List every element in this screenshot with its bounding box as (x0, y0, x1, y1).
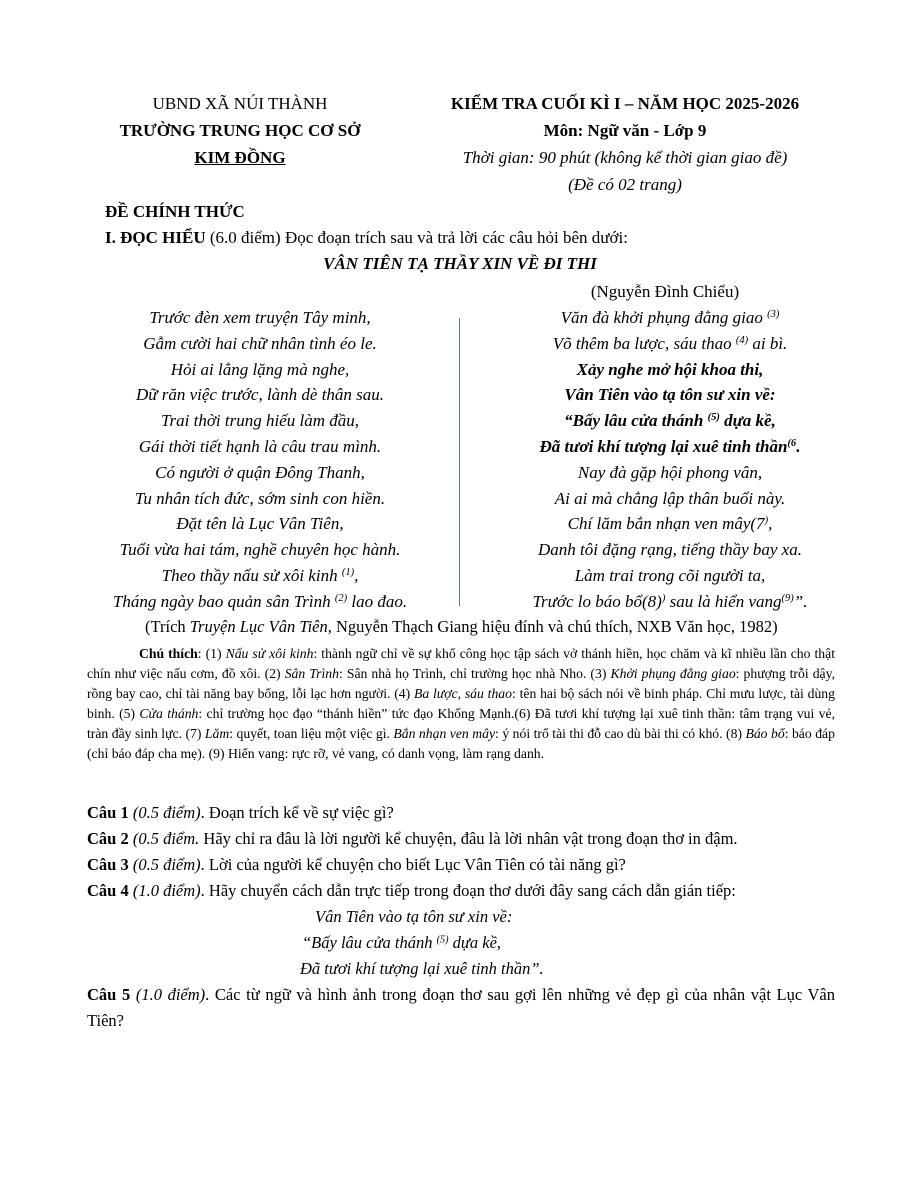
poem-line (470, 589, 870, 615)
footnote-ref: ) (764, 515, 769, 527)
poem-line (470, 331, 870, 357)
poem-line-text: . (796, 436, 801, 456)
poem-line (470, 511, 870, 537)
poem-line-text: , (768, 514, 773, 534)
poem-line: Hỏi ai lẳng lặng mà nghe, (170, 359, 350, 379)
source-text: , Nguyễn Thạch Giang hiệu đính và chú thích, NXB Văn học, 1982) (327, 617, 778, 636)
annotation-text: : chỉ trường học đạo “thánh hiền” tức đạo Khổng Mạnh.(6) Đã tươi khí tượng lại xuê tinh thần: tâm trạng vui vẻ, tràn đầy sinh lực. (7) (87, 706, 835, 741)
footnote-ref: (4) (735, 335, 749, 346)
poem-line-bold: Xảy nghe mở hội khoa thi, (576, 359, 764, 379)
quote-text-part: “Bấy lâu cửa thánh (302, 933, 437, 952)
exam-pages: (Đề có 02 trang) (568, 175, 682, 194)
question-points: (0.5 điểm) (128, 855, 201, 874)
poem-line-bold: Vân Tiên vào tạ tôn sư xin về: (564, 385, 776, 405)
poem-line-text: sau là hiển vang (665, 591, 782, 611)
poem-line-text: Tháng ngày bao quản sân Trình (112, 591, 335, 611)
quote-text: Đã tươi khí tượng lại xuê tinh thần”. (300, 959, 544, 978)
exam-header (405, 90, 845, 198)
poem-right-column (470, 305, 870, 615)
poem-line-text: Trước lo báo bổ(8) (532, 591, 662, 611)
official-label: ĐỀ CHÍNH THỨC (105, 202, 245, 221)
school-name: KIM ĐỒNG (194, 148, 286, 167)
poem-line-text: , (354, 565, 359, 585)
poem-line-text: ai bì. (748, 333, 788, 353)
question-text: . Lời của người kể chuyện cho biết Lục Vân Tiên có tài năng gì? (200, 855, 626, 874)
annotation-term: Báo bổ (745, 726, 785, 741)
question-text: . Đoạn trích kể về sự việc gì? (200, 803, 394, 822)
question-4 (87, 878, 835, 904)
section-title: I. ĐỌC HIỂU (105, 228, 206, 247)
poem-line: Trước đèn xem truyện Tây minh, (149, 308, 371, 327)
exam-subject: Môn: Ngữ văn - Lớp 9 (543, 121, 707, 140)
annotations-body (87, 646, 835, 761)
annotation-text: : Sân nhà họ Trình, chỉ trường học nhà Nho. (3) (338, 666, 611, 681)
poem-line-text: Văn đà khởi phụng đằng giao (560, 308, 768, 327)
question-text: Hãy chỉ ra đâu là lời người kể chuyện, đâu là lời nhân vật trong đoạn thơ in đậm. (199, 829, 738, 848)
question-points: (1.0 điểm) (130, 985, 206, 1004)
quote-text (302, 930, 501, 956)
section-points: (6.0 điểm) (205, 228, 281, 247)
question-3 (87, 852, 835, 878)
poem-line-bold (470, 434, 870, 460)
annotation-text: (1) (205, 646, 226, 661)
annotation-text: : phượng trỗi dậy, rồng bay cao, chỉ tài năng bay bổng, lỗi lạc hơn người. (4) (87, 666, 835, 701)
annotation-text: : báo đáp (chỉ báo đáp cha mẹ). (9) Hiển vang: rực rỡ, vẻ vang, có danh vọng, làm rạng danh. (87, 726, 835, 761)
exam-time: Thời gian: 90 phút (không kể thời gian giao đề) (462, 148, 788, 167)
footnote-ref: (3) (767, 309, 780, 321)
annotation-term: Lăm (204, 726, 230, 741)
poem-line-text: “Bấy lâu cửa thánh (564, 411, 708, 431)
poem-line-text: Theo thầy nấu sử xôi kinh (161, 565, 342, 585)
question-label: Câu 1 (87, 803, 129, 822)
source-text: (Trích (145, 617, 190, 636)
annotation-text: : quyết, toan liệu một việc gì. (229, 726, 394, 741)
poem-left-column (70, 305, 450, 615)
poem-author: (Nguyễn Đình Chiểu) (590, 282, 740, 301)
questions (87, 800, 835, 1034)
poem-line-text: dựa kề, (719, 411, 776, 431)
annotations-label: Chú thích (139, 646, 198, 661)
poem-title: VÂN TIÊN TẠ THẦY XIN VỀ ĐI THI (323, 254, 597, 273)
footnote-ref: (1) (341, 567, 355, 579)
annotation-term: Ba lược, sáu thao (413, 686, 512, 701)
column-divider (459, 318, 460, 606)
footnote-ref: (5) (436, 934, 449, 946)
annotations (87, 644, 835, 764)
poem-line: Trai thời trung hiếu làm đầu, (161, 411, 359, 431)
school-header (95, 90, 385, 171)
footnote-ref: (9) (781, 592, 794, 604)
poem-line: Có người ở quận Đông Thanh, (155, 462, 365, 482)
q4-quote-line (87, 956, 835, 982)
poem-line-text: ”. (793, 591, 808, 611)
annotation-text: : ý nói trổ tài thi đỗ cao dù bài thi có khó. (8) (495, 726, 746, 741)
q4-quote-line (87, 930, 835, 956)
section-instruction: Đọc đoạn trích sau và trả lời các câu hỏi bên dưới: (280, 228, 628, 247)
annotation-text: : tên hai bộ sách nói về binh pháp. Chỉ mưu lược, tài dùng binh. (5) (87, 686, 835, 721)
annotation-term: Cửa thánh (139, 706, 199, 721)
question-label: Câu 2 (87, 829, 129, 848)
poem-line: Gái thời tiết hạnh là câu trau mình. (138, 436, 382, 456)
poem-line: Nay đà gặp hội phong vân, (577, 462, 763, 482)
question-label: Câu 3 (87, 855, 129, 874)
poem-line: Gẫm cười hai chữ nhân tình éo le. (143, 333, 377, 353)
source-work: Truyện Lục Vân Tiên (189, 617, 328, 636)
section-heading (105, 225, 628, 251)
question-text: . Các từ ngữ và hình ảnh trong đoạn thơ sau gợi lên những vẻ đẹp gì của nhân vật Lục Vân Tiên? (87, 985, 835, 1030)
annotations-colon: : (197, 646, 206, 661)
poem-line-bold (470, 408, 870, 434)
question-5 (87, 982, 835, 1034)
footnote-ref: (2) (334, 592, 348, 604)
annotation-text: : thành ngữ chỉ về sự khổ công học tập sách vở thánh hiền, học chăm và kĩ nhiều lần cho thật chín như việc nấu cơm, đồ xôi. (2) (87, 646, 835, 681)
poem-source (145, 615, 778, 639)
exam-title: KIỂM TRA CUỐI KÌ I – NĂM HỌC 2025-2026 (450, 94, 800, 113)
annotation-term: Bắn nhạn ven mây (393, 726, 496, 741)
poem-line: Tu nhân tích đức, sớm sinh con hiền. (134, 488, 386, 508)
poem-line: Làm trai trong cõi người ta, (574, 565, 766, 585)
quote-text-part: dựa kề, (448, 933, 502, 952)
question-1 (87, 800, 835, 826)
question-label: Câu 5 (87, 985, 131, 1004)
commune-name: UBND XÃ NÚI THÀNH (152, 94, 328, 113)
q4-quote-line (87, 904, 835, 930)
poem-line: Dữ răn việc trước, lành dè thân sau. (135, 385, 385, 405)
quote-text: Vân Tiên vào tạ tôn sư xin về: (315, 907, 513, 926)
poem-line-text: Võ thêm ba lược, sáu thao (552, 333, 736, 353)
footnote-ref: ) (661, 592, 666, 604)
question-2 (87, 826, 835, 852)
poem-line-text: Đã tươi khí tượng lại xuê tinh thần (539, 436, 788, 456)
poem-line (70, 563, 450, 589)
poem-line: Đặt tên là Lục Vân Tiên, (176, 514, 344, 534)
poem-line: Ai ai mà chẳng lập thân buổi này. (554, 488, 786, 508)
footnote-ref: (5) (707, 412, 720, 424)
poem-line (70, 589, 450, 615)
footnote-ref: (6 (787, 438, 797, 450)
poem-line: Danh tôi đặng rạng, tiếng thầy bay xa. (538, 540, 802, 560)
poem-line (470, 305, 870, 331)
poem-line: Tuổi vừa hai tám, nghề chuyên học hành. (119, 540, 401, 560)
question-label: Câu 4 (87, 881, 129, 900)
school-type: TRƯỜNG TRUNG HỌC CƠ SỞ (119, 121, 361, 140)
question-points: (1.0 điểm) (128, 881, 201, 900)
annotation-term: Sân Trình (284, 666, 339, 681)
poem-line-text: lao đao. (347, 591, 408, 611)
question-points: (0.5 điểm. (128, 829, 200, 848)
question-text: . Hãy chuyển cách dẫn trực tiếp trong đoạn thơ dưới đây sang cách dẫn gián tiếp: (200, 881, 736, 900)
poem-line-text: Chí lăm bắn nhạn ven mây(7 (567, 514, 765, 534)
annotation-term: Nấu sử xôi kinh (225, 646, 314, 661)
annotation-term: Khởi phụng đằng giao (610, 666, 736, 681)
question-points: (0.5 điểm) (128, 803, 201, 822)
